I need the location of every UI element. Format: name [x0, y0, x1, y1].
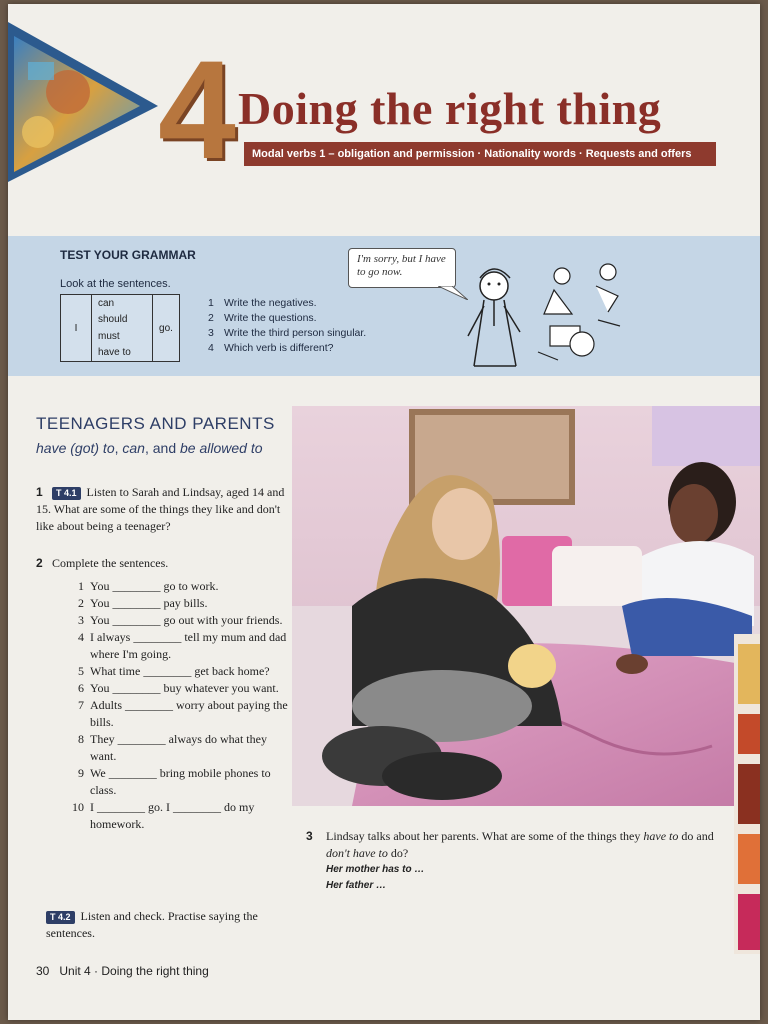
footer-unit-label: Unit 4 · Doing the right thing — [59, 964, 209, 978]
list-item: 3 You ________ go out with your friends. — [78, 613, 283, 627]
list-item: 1 You ________ go to work. — [78, 579, 219, 593]
list-item: 1 Write the negatives. — [208, 297, 317, 309]
test-your-grammar-box — [8, 236, 760, 376]
list-item: 6 You ________ buy whatever you want. — [78, 681, 279, 695]
speech-bubble: I'm sorry, but I have to go now. — [348, 248, 456, 288]
exercise-1 — [36, 484, 286, 535]
list-item: 2 You ________ pay bills. — [78, 596, 208, 610]
exercise-2 — [36, 556, 168, 571]
table-object: go. — [159, 322, 173, 334]
table-verb: should — [98, 314, 128, 326]
exercise-number: 1 — [36, 485, 43, 499]
list-item: 3 Write the third person singular. — [208, 327, 367, 339]
list-item: 5 What time ________ get back home? — [78, 664, 270, 678]
cartoon-girl-illustration — [458, 256, 628, 372]
table-verb: can — [98, 297, 115, 309]
unit-header-artwork — [8, 22, 158, 182]
sentence-list — [64, 578, 294, 833]
exercise-text: Listen to Sarah and Lindsay, aged 14 and 15. What are some of the things they like and don't like about being a teenager? — [36, 485, 285, 533]
unit-title: Doing the right thing — [238, 83, 662, 134]
teenagers-photo — [292, 406, 760, 806]
audio-track-tag: T 4.2 — [46, 911, 75, 924]
list-item: 7 Adults ________ worry about paying the bills. — [78, 698, 288, 729]
list-item: 8 They ________ always do what they want. — [78, 732, 267, 763]
exercise-number: 3 — [306, 829, 313, 843]
table-verb: must — [98, 330, 120, 342]
listen-check-text: Listen and check. Practise saying the sentences. — [46, 909, 258, 940]
listen-and-check — [46, 908, 306, 942]
exercise-text: Lindsay talks about her parents. What are some of the things they have to do and don't have to do? — [326, 829, 714, 860]
unit-topics-bar: Modal verbs 1 – obligation and permission · Nationality words · Requests and offers — [244, 142, 716, 166]
table-subject: I — [61, 295, 92, 361]
exercise-text: Complete the sentences. — [52, 556, 169, 570]
modal-verb-table — [60, 294, 180, 362]
list-item: 4 Which verb is different? — [208, 342, 334, 354]
unit-number: 4 — [158, 31, 236, 188]
test-your-grammar-title: TEST YOUR GRAMMAR — [60, 248, 196, 262]
table-verbs — [92, 295, 153, 361]
answer-hint: Her father … — [326, 880, 387, 891]
test-your-grammar-instruction: Look at the sentences. — [60, 278, 171, 290]
textbook-page — [8, 4, 760, 1020]
list-item: 4 I always ________ tell my mum and dad where I'm going. — [78, 630, 287, 661]
table-verb: have to — [98, 347, 131, 359]
list-item: 2 Write the questions. — [208, 312, 317, 324]
side-photo-strip — [734, 634, 760, 954]
exercise-number: 2 — [36, 556, 43, 570]
page-number: 30 — [36, 964, 50, 978]
page-footer — [36, 964, 209, 978]
audio-track-tag: T 4.1 — [52, 487, 81, 500]
answer-hint: Her mother has to … — [326, 864, 425, 875]
section-title: TEENAGERS AND PARENTS — [36, 414, 275, 433]
section-subtitle: have (got) to, can, and be allowed to — [36, 440, 263, 456]
list-item: 9 We ________ bring mobile phones to class. — [78, 766, 271, 797]
exercise-3 — [306, 828, 726, 894]
list-item: 10 I ________ go. I ________ do my homework. — [72, 800, 255, 831]
grammar-task-list — [208, 296, 366, 356]
